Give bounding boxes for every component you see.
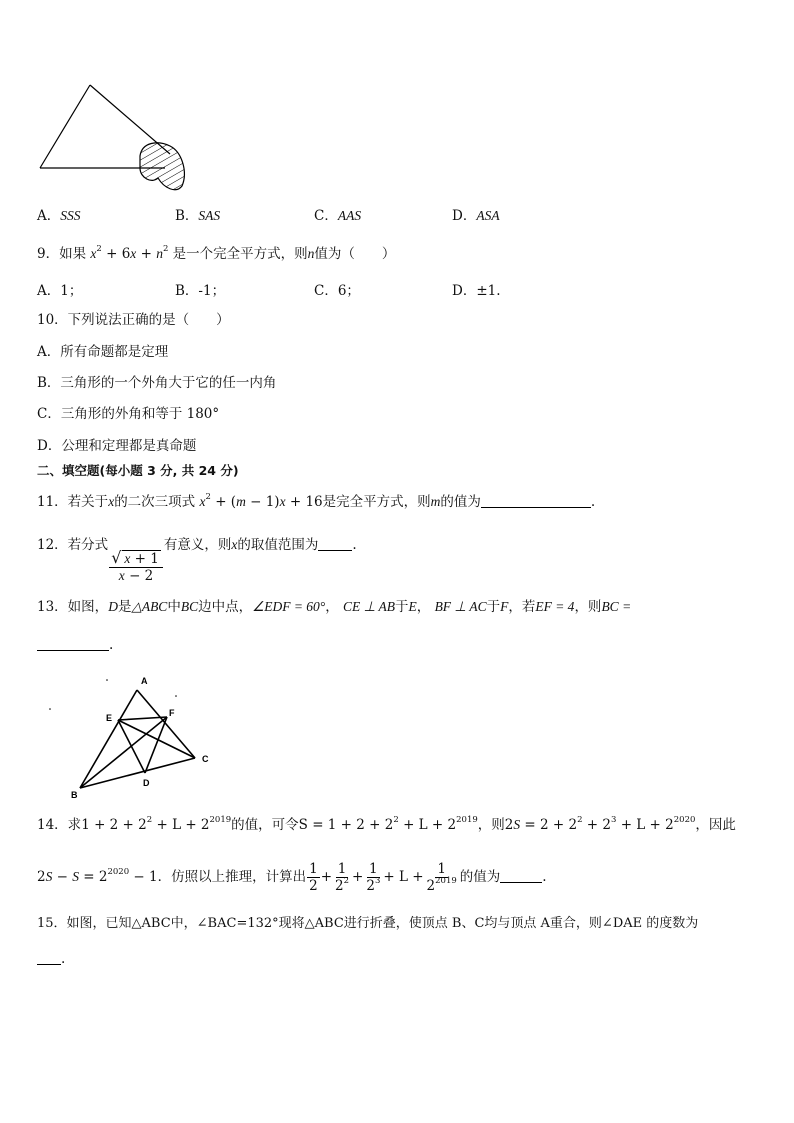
q8-triangle-figure xyxy=(30,78,200,198)
question-14-line-2: $2S - S = 2^{2020} - 1$．仿照以上推理，计算出 $\frac{1}{2}$ + $\frac{1}{2^2}$ + $\frac{1}{2^3}$ + L + $\frac{1}{2^{2019}}$ 的值为 . xyxy=(37,861,547,894)
answer-blank[interactable] xyxy=(500,868,542,883)
q13-triangle-figure xyxy=(45,668,225,804)
q10-option-b: B．三角形的一个外角大于它的任一内角 xyxy=(37,375,277,391)
q8-option-d: D．ASA xyxy=(452,208,500,224)
section-heading: 二、填空题(每小题 3 分, 共 24 分) xyxy=(37,463,239,478)
label-b: B xyxy=(71,790,78,800)
q9-option-d: D．±1. xyxy=(452,283,501,299)
label-d: D xyxy=(143,778,150,788)
q15-answer-line: . xyxy=(37,950,65,968)
question-10: 10．下列说法正确的是（ ） xyxy=(37,312,230,328)
question-9: 9．如果 $x^2 + 6x + n^2$ 是一个完全平方式，则n值为（ ） xyxy=(37,244,396,262)
question-14: 14．求$1 + 2 + 2^2 + L + 2^{2019}$的值，可令$S = 1 + 2 + 2^2 + L + 2^{2019}$，则$2S = 2 + 2^2 + 2^3 + L + 2^{2020}$，因此 xyxy=(37,815,736,833)
answer-blank[interactable] xyxy=(481,493,591,508)
question-12: 12．若分式 $\frac{√ x + 1}{x - 2}$ 有意义，则x的取值范围为 . xyxy=(37,537,357,584)
question-13: 13．如图，D是△ABC中BC边中点，∠EDF = 60°， CE ⊥ AB于E， BF ⊥ AC于F，若EF = 4，则BC = xyxy=(37,599,632,615)
q8-option-b: B．SAS xyxy=(175,208,221,224)
answer-blank[interactable] xyxy=(37,636,109,651)
q8-option-c: C．AAS xyxy=(314,208,362,224)
q10-option-c: C．三角形的外角和等于 180° xyxy=(37,406,220,422)
q9-option-b: B．-1； xyxy=(175,283,226,299)
label-e: E xyxy=(106,713,113,723)
q9-option-a: A．1； xyxy=(37,283,83,299)
q10-option-a: A．所有命题都是定理 xyxy=(37,344,169,360)
question-11: 11．若关于x的二次三项式 $x^2 + (m - 1)x + 16$是完全平方式，则m的值为 . xyxy=(37,492,596,510)
label-f: F xyxy=(169,708,175,718)
answer-blank[interactable] xyxy=(37,950,61,965)
q8-option-a: A．SSS xyxy=(37,208,81,224)
label-a: A xyxy=(141,676,148,686)
q9-option-c: C．6； xyxy=(314,283,360,299)
q13-answer-line: . xyxy=(37,636,113,654)
question-15: 15．如图，已知△ABC中，∠BAC=132°现将△ABC进行折叠，使顶点 B、C均与顶点 A重合，则∠DAE 的度数为 xyxy=(37,916,699,931)
label-c: C xyxy=(202,754,209,764)
answer-blank[interactable] xyxy=(318,536,352,551)
q10-option-d: D．公理和定理都是真命题 xyxy=(37,438,197,454)
